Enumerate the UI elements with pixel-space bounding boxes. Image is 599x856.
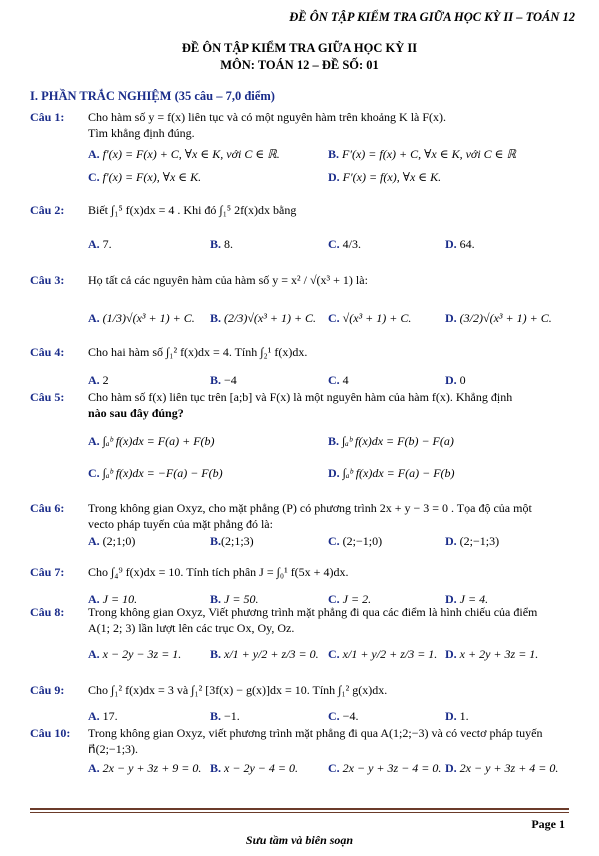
option-b: x − 2y − 4 = 0. — [224, 761, 298, 775]
option-d: x + 2y + 3z = 1. — [459, 647, 539, 661]
question-text: Cho ∫₄⁹ f(x)dx = 10. Tính tích phân J = ∫₀¹ f(5x + 4)dx. — [88, 565, 349, 579]
footer-rule — [30, 808, 569, 810]
option-c: 2x − y + 3z − 4 = 0. — [342, 761, 442, 775]
question-text-cont: nào sau đây đúng? — [88, 406, 184, 420]
option-a: f′(x) = F(x) + C, ∀x ∈ K, với C ∈ ℝ. — [102, 147, 280, 161]
question-text-cont: Tìm khẳng định đúng. — [88, 126, 195, 140]
option-c: f′(x) = F(x), ∀x ∈ K. — [102, 170, 202, 184]
option-d: J = 4. — [459, 592, 489, 606]
question-text: Cho hàm số y = f(x) liên tục và có một nguyên hàm trên khoảng K là F(x). — [88, 110, 447, 124]
option-c: √(x³ + 1) + C. — [342, 311, 412, 325]
question-text-cont: vecto pháp tuyến của mặt phẳng đó là: — [88, 517, 273, 531]
question-number: Câu 9: — [30, 683, 65, 697]
option-b: (2;1;3) — [221, 534, 254, 548]
option-c: 4/3. — [342, 237, 362, 251]
option-c: (2;−1;0) — [342, 534, 383, 548]
option-b: ∫ₐᵇ f(x)dx = F(b) − F(a) — [342, 434, 454, 448]
question-text: Trong không gian Oxyz, viết phương trình mặt phẳng đi qua A(1;2;−3) và có vectơ pháp tuyến — [88, 726, 543, 740]
option-a: J = 10. — [102, 592, 138, 606]
option-a: 17. — [102, 709, 118, 723]
option-d: 1. — [459, 709, 469, 723]
question-text: Trong không gian Oxyz, cho mặt phẳng (P) có phương trình 2x + y − 3 = 0 . Tọa độ của một — [88, 501, 532, 515]
option-d: 0 — [459, 373, 466, 387]
question-9: Câu 9: Cho ∫₁² f(x)dx = 3 và ∫₁² [3f(x) − g(x)]dx = 10. Tính ∫₁² g(x)dx. A. 17. B. −1. C. −4. D. 1. — [30, 682, 575, 726]
option-b: (2/3)√(x³ + 1) + C. — [224, 311, 317, 325]
option-b: −1. — [224, 709, 240, 723]
question-7: Câu 7: Cho ∫₄⁹ f(x)dx = 10. Tính tích phân J = ∫₀¹ f(5x + 4)dx. A. J = 10. B. J = 50. C. J = 2. D. J = 4. — [30, 564, 575, 609]
option-d: 64. — [459, 237, 475, 251]
option-b: −4 — [224, 373, 237, 387]
footer-source: Sưu tầm và biên soạn — [245, 833, 354, 847]
question-number: Câu 7: — [30, 565, 65, 579]
option-b: x/1 + y/2 + z/3 = 0. — [224, 647, 319, 661]
question-3: Câu 3: Họ tất cả các nguyên hàm của hàm số y = x² / √(x³ + 1) là: A. (1/3)√(x³ + 1) + C. B. (2/3)√(x³ + 1) + C. C. √(x³ + 1) + C. D. (3/2)√(x³ + 1) + C. — [30, 272, 575, 328]
question-number: Câu 8: — [30, 605, 65, 619]
option-b: F′(x) = f(x) + C, ∀x ∈ K, với C ∈ ℝ — [342, 147, 517, 161]
option-b: 8. — [224, 237, 234, 251]
exam-subtitle: MÔN: TOÁN 12 – ĐỀ SỐ: 01 — [220, 58, 379, 72]
option-c: J = 2. — [342, 592, 372, 606]
option-b: J = 50. — [224, 592, 259, 606]
question-number: Câu 10: — [30, 726, 71, 740]
question-number: Câu 5: — [30, 390, 65, 404]
question-text-cont: n⃗(2;−1;3). — [88, 742, 139, 756]
option-d: (2;−1;3) — [459, 534, 500, 548]
question-text: Họ tất cả các nguyên hàm của hàm số y = x² / √(x³ + 1) là: — [88, 273, 368, 287]
question-number: Câu 1: — [30, 110, 65, 124]
option-a: 2x − y + 3z + 9 = 0. — [102, 761, 202, 775]
running-header: ĐỀ ÔN TẬP KIỂM TRA GIỮA HỌC KỲ II – TOÁN 12 — [289, 10, 575, 24]
question-8: Câu 8: Trong không gian Oxyz, Viết phương trình mặt phẳng đi qua các điểm là hình chiếu của điểm A(1; 2; 3) lần lượt lên các trục Ox, Oy, Oz. A. x − 2y − 3z = 1. B. x/1 + y/2 + z/3 = 0. C. x/1 + y/2 + z/3 = 1. D. x + 2y + 3z = 1. — [30, 604, 575, 664]
option-d: F′(x) = f(x), ∀x ∈ K. — [342, 170, 442, 184]
question-4: Câu 4: Cho hai hàm số ∫₁² f(x)dx = 4. Tính ∫₂¹ f(x)dx. A. 2 B. −4 C. 4 D. 0 — [30, 344, 575, 390]
question-5: Câu 5: Cho hàm số f(x) liên tục trên [a;b] và F(x) là một nguyên hàm của hàm f(x). Khẳng định nào sau đây đúng? A. ∫ₐᵇ f(x)dx = F(a) + F(b) B. ∫ₐᵇ f(x)dx = F(b) − F(a) C. ∫ₐᵇ f(x)dx = −F(a) − F(b) D. ∫ₐᵇ f(x)dx = F(a) − F(b) — [30, 389, 575, 483]
option-d: (3/2)√(x³ + 1) + C. — [459, 311, 552, 325]
option-a: x − 2y − 3z = 1. — [102, 647, 182, 661]
option-c: ∫ₐᵇ f(x)dx = −F(a) − F(b) — [102, 466, 223, 480]
option-d: 2x − y + 3z + 4 = 0. — [459, 761, 559, 775]
option-a: (1/3)√(x³ + 1) + C. — [102, 311, 195, 325]
question-number: Câu 6: — [30, 501, 65, 515]
question-text: Cho ∫₁² f(x)dx = 3 và ∫₁² [3f(x) − g(x)]dx = 10. Tính ∫₁² g(x)dx. — [88, 683, 388, 697]
option-c: 4 — [342, 373, 349, 387]
question-number: Câu 2: — [30, 203, 65, 217]
option-d: ∫ₐᵇ f(x)dx = F(a) − F(b) — [342, 466, 455, 480]
question-text: Biết ∫₁⁵ f(x)dx = 4 . Khi đó ∫₁⁵ 2f(x)dx bằng — [88, 203, 297, 217]
option-a: ∫ₐᵇ f(x)dx = F(a) + F(b) — [102, 434, 215, 448]
page-number: Page 1 — [531, 817, 565, 831]
question-6: Câu 6: Trong không gian Oxyz, cho mặt phẳng (P) có phương trình 2x + y − 3 = 0 . Tọa độ của một vecto pháp tuyến của mặt phẳng đó là: A. (2;1;0) B.(2;1;3) C. (2;−1;0) D. (2;−1;3) — [30, 500, 575, 551]
question-1: Câu 1: Cho hàm số y = f(x) liên tục và có một nguyên hàm trên khoảng K là F(x). Tìm khẳng định đúng. A. f′(x) = F(x) + C, ∀x ∈ K, với C ∈ ℝ. B. F′(x) = f(x) + C, ∀x ∈ K, với C ∈ ℝ C. f′(x) = F(x), ∀x ∈ K. D. F′(x) = f(x), ∀x ∈ K. — [30, 109, 575, 187]
question-text-cont: A(1; 2; 3) lần lượt lên các trục Ox, Oy, Oz. — [88, 621, 295, 635]
footer-rule-thin — [30, 812, 569, 813]
option-c: x/1 + y/2 + z/3 = 1. — [342, 647, 438, 661]
option-a: 2 — [102, 373, 109, 387]
question-text: Trong không gian Oxyz, Viết phương trình mặt phẳng đi qua các điểm là hình chiếu của điểm — [88, 605, 538, 619]
question-2: Câu 2: Biết ∫₁⁵ f(x)dx = 4 . Khi đó ∫₁⁵ 2f(x)dx bằng A. 7. B. 8. C. 4/3. D. 64. — [30, 202, 575, 254]
question-text: Cho hai hàm số ∫₁² f(x)dx = 4. Tính ∫₂¹ f(x)dx. — [88, 345, 308, 359]
question-number: Câu 4: — [30, 345, 65, 359]
question-number: Câu 3: — [30, 273, 65, 287]
option-a: 7. — [102, 237, 112, 251]
exam-title: ĐỀ ÔN TẬP KIỂM TRA GIỮA HỌC KỲ II — [181, 41, 418, 55]
question-10: Câu 10: Trong không gian Oxyz, viết phương trình mặt phẳng đi qua A(1;2;−3) và có vectơ pháp tuyến n⃗(2;−1;3). A. 2x − y + 3z + 9 = 0. B. x − 2y − 4 = 0. C. 2x − y + 3z − 4 = 0. D. 2x − y + 3z + 4 = 0. — [30, 725, 575, 778]
section-heading: I. PHẦN TRẮC NGHIỆM (35 câu – 7,0 điểm) — [30, 89, 275, 103]
option-a: (2;1;0) — [102, 534, 136, 548]
question-text: Cho hàm số f(x) liên tục trên [a;b] và F(x) là một nguyên hàm của hàm f(x). Khẳng định — [88, 390, 513, 404]
option-c: −4. — [342, 709, 359, 723]
